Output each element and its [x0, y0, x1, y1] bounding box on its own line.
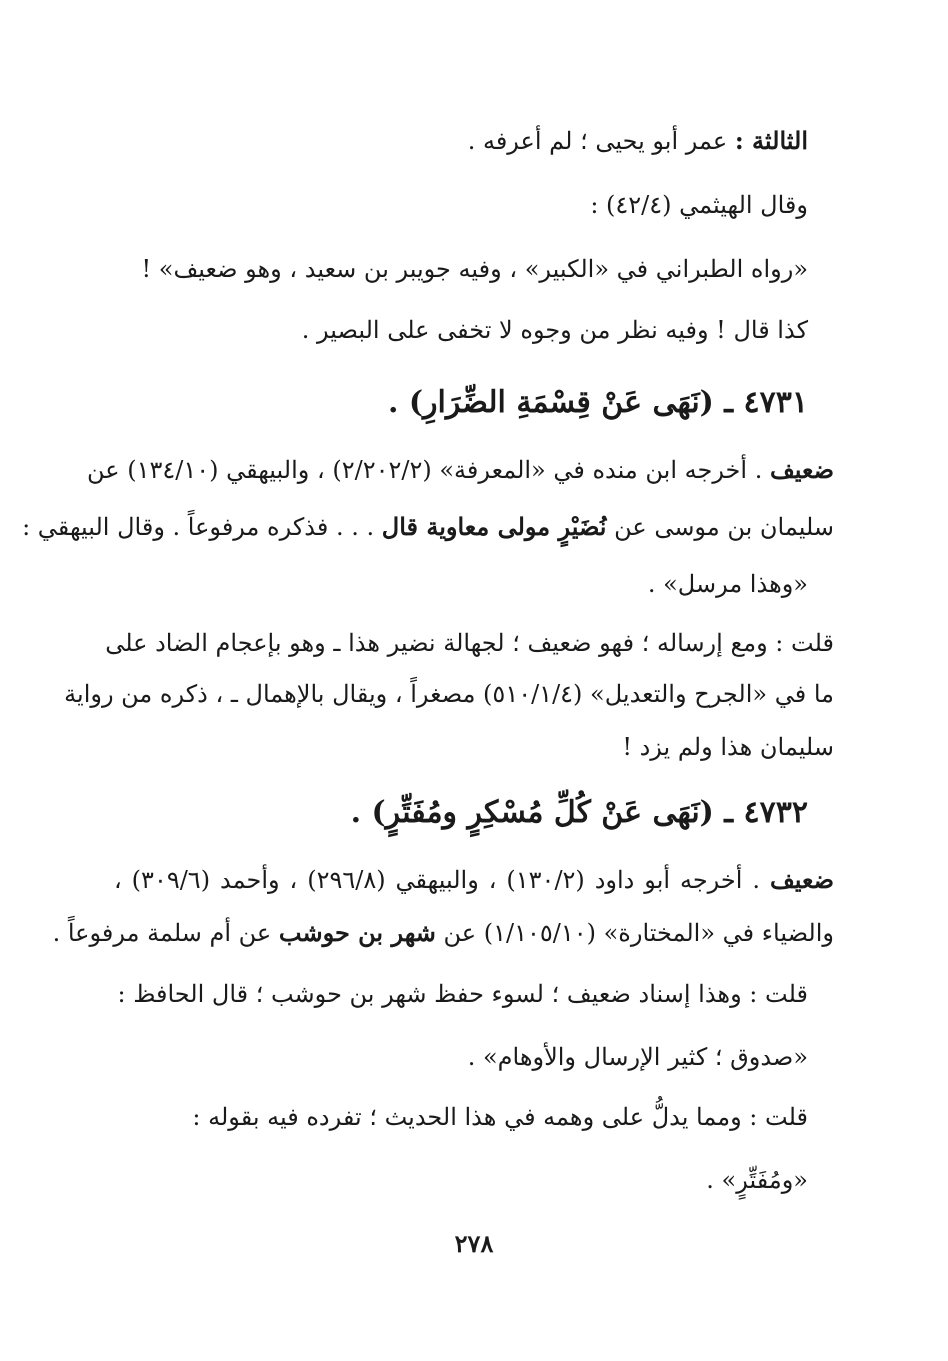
line-text: والضياء في «المختارة» (١/١٠٥/١٠) عن	[435, 919, 834, 947]
text-line-comment-2: ما في «الجرح والتعديل» (٥١٠/١/٤) مصغراً ، ويقال بالإهمال ـ ، ذكره من رواية	[64, 680, 834, 708]
bold-narrator: شهر بن حوشب	[278, 918, 436, 947]
text-line-chain-4732	[53, 916, 834, 950]
text-line-comment-1: قلت : ومع إرساله ؛ فهو ضعيف ؛ لجهالة نضير هذا ـ وهو بإعجام الضاد على	[105, 629, 834, 657]
text-line-mursal: «وهذا مرسل» .	[647, 570, 808, 598]
hadith-heading-4732: ٤٧٣٢ ـ (نَهَى عَنْ كُلِّ مُسْكِرٍ ومُفَتِّرٍ) .	[350, 795, 808, 830]
text-line-evidence: قلت : ومما يدلُّ على وهمه في هذا الحديث ؛ تفرده فيه بقوله :	[192, 1103, 808, 1131]
grading-label: ضعيف	[769, 865, 834, 894]
bold-narrator: نُضَيْرٍ مولى معاوية قال	[381, 512, 607, 541]
line-text: عن أم سلمة مرفوعاً .	[52, 919, 279, 947]
page-number: ٢٧٨	[454, 1229, 494, 1258]
line-text: . أخرجه ابن منده في «المعرفة» (٢/٢٠٢/٢) ، والبيهقي (١٣٤/١٠) عن	[86, 456, 770, 484]
grading-label: ضعيف	[769, 455, 834, 484]
text-line-chain-4731	[22, 510, 834, 544]
text-line-hafiz-quote: «صدوق ؛ كثير الإرسال والأوهام» .	[467, 1043, 808, 1071]
text-line-haythami: وقال الهيثمي (٤٢/٤) :	[590, 191, 808, 219]
text-line-remark: كذا قال ! وفيه نظر من وجوه لا تخفى على البصير .	[301, 316, 808, 344]
text-line-word: «ومُفَتِّرٍ» .	[706, 1166, 808, 1194]
text-line-grading-4732	[114, 863, 834, 897]
text-line-quote-tabarani: «رواه الطبراني في «الكبير» ، وفيه جويبر بن سعيد ، وهو ضعيف» !	[141, 255, 808, 283]
line-text: . أخرجه أبو داود (١٣٠/٢) ، والبيهقي (٢٩٦/٨) ، وأحمد (٣٠٩/٦) ،	[114, 866, 770, 894]
bold-label: الثالثة :	[734, 126, 808, 155]
hadith-heading-4731: ٤٧٣١ ـ (نَهَى عَنْ قِسْمَةِ الضِّرَارِ) .	[387, 385, 808, 420]
line-text: . . . فذكره مرفوعاً . وقال البيهقي :	[22, 513, 382, 541]
line-text: سليمان بن موسى عن	[606, 513, 834, 541]
text-line-comment-3: سليمان هذا ولم يزد !	[622, 733, 834, 761]
text-line-isnad-weak: قلت : وهذا إسناد ضعيف ؛ لسوء حفظ شهر بن حوشب ؛ قال الحافظ :	[117, 980, 808, 1008]
text-line-third-narrator	[468, 124, 808, 158]
line-text: عمر أبو يحيى ؛ لم أعرفه .	[467, 127, 735, 155]
text-line-grading-4731	[86, 453, 834, 487]
